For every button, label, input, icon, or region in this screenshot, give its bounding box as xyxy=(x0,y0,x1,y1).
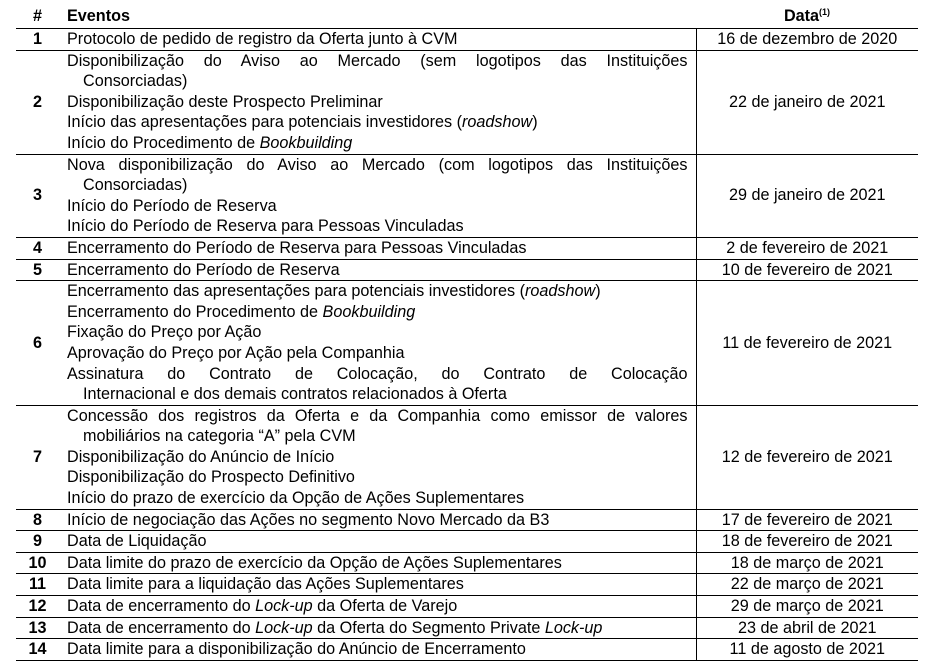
event-text: Protocolo de pedido de registro da Oferta junto à CVM xyxy=(67,30,458,48)
row-events xyxy=(59,405,696,509)
event-line xyxy=(67,426,688,447)
event-line xyxy=(67,238,688,259)
event-line xyxy=(67,302,688,323)
row-events xyxy=(59,259,696,281)
row-date: 16 de dezembro de 2020 xyxy=(696,29,918,51)
row-number: 6 xyxy=(16,281,59,406)
event-line xyxy=(67,531,688,552)
table-header-row xyxy=(16,4,918,29)
header-number: # xyxy=(32,6,42,25)
table-row xyxy=(16,29,918,51)
event-line xyxy=(67,553,688,574)
event-text: Encerramento das apresentações para potenciais investidores ( xyxy=(67,282,526,301)
event-line xyxy=(67,322,688,343)
event-line xyxy=(67,618,688,639)
event-text: da Oferta do Segmento Private xyxy=(312,618,545,637)
event-text: Encerramento do Período de Reserva para Pessoas Vinculadas xyxy=(67,238,527,257)
header-date xyxy=(696,4,918,29)
event-term-italic: Lock-up xyxy=(255,597,313,616)
row-date: 10 de fevereiro de 2021 xyxy=(696,259,918,281)
event-text: Disponibilização deste Prospecto Preliminar xyxy=(67,92,383,111)
row-date: 18 de março de 2021 xyxy=(696,552,918,574)
row-events xyxy=(59,154,696,237)
table-row xyxy=(16,552,918,574)
event-line xyxy=(67,364,688,385)
event-line xyxy=(67,574,688,595)
event-term-italic: Lock-up xyxy=(255,618,313,637)
row-number: 5 xyxy=(16,259,59,281)
event-line xyxy=(67,343,688,364)
event-line xyxy=(67,488,688,509)
event-line xyxy=(67,112,688,133)
event-term-italic: roadshow xyxy=(525,282,596,301)
row-date: 23 de abril de 2021 xyxy=(696,617,918,639)
row-number: 14 xyxy=(16,639,59,661)
event-term-italic: Bookbuilding xyxy=(322,302,416,321)
header-date-footnote: (1) xyxy=(819,6,831,17)
event-text: Aprovação do Preço por Ação pela Companhia xyxy=(67,343,405,362)
row-date: 11 de fevereiro de 2021 xyxy=(696,281,918,406)
row-number: 13 xyxy=(16,617,59,639)
row-number: 1 xyxy=(16,29,59,51)
event-text: Início do Período de Reserva xyxy=(67,196,277,215)
event-line xyxy=(67,510,688,531)
event-line xyxy=(67,447,688,468)
row-number: 12 xyxy=(16,596,59,618)
row-events xyxy=(59,531,696,553)
row-events xyxy=(59,596,696,618)
event-line xyxy=(67,29,688,50)
event-line xyxy=(67,406,688,427)
event-text: Concessão dos registros da Oferta e da Companhia como emissor de valores xyxy=(67,406,688,425)
event-line xyxy=(67,133,688,154)
table-row xyxy=(16,259,918,281)
event-line xyxy=(67,467,688,488)
table-row xyxy=(16,639,918,661)
event-text: Disponibilização do Anúncio de Início xyxy=(67,447,335,466)
row-date: 18 de fevereiro de 2021 xyxy=(696,531,918,553)
header-events: Eventos xyxy=(67,6,130,25)
row-number: 7 xyxy=(16,405,59,509)
row-number: 4 xyxy=(16,237,59,259)
event-text: Disponibilização do Prospecto Definitivo xyxy=(67,468,355,487)
row-date: 17 de fevereiro de 2021 xyxy=(696,509,918,531)
row-events xyxy=(59,639,696,661)
row-events xyxy=(59,29,696,51)
header-date-label: Data xyxy=(783,6,820,25)
row-number: 8 xyxy=(16,509,59,531)
row-events xyxy=(59,281,696,406)
event-text: Fixação do Preço por Ação xyxy=(67,323,262,342)
events-schedule-table xyxy=(16,4,918,661)
row-number: 10 xyxy=(16,552,59,574)
row-number: 9 xyxy=(16,531,59,553)
table-row xyxy=(16,154,918,237)
event-term-italic: roadshow xyxy=(462,113,533,132)
table-body xyxy=(16,29,918,661)
event-text: ) xyxy=(595,282,601,301)
event-line xyxy=(67,196,688,217)
event-text: Disponibilização do Aviso ao Mercado (sem logotipos das Instituições xyxy=(67,51,688,70)
row-events xyxy=(59,552,696,574)
event-text: Consorciadas) xyxy=(83,176,188,195)
row-number: 11 xyxy=(16,574,59,596)
event-text: Início das apresentações para potenciais investidores ( xyxy=(67,113,463,132)
row-date: 11 de agosto de 2021 xyxy=(696,639,918,661)
event-line xyxy=(67,260,688,281)
event-line xyxy=(67,384,688,405)
row-events xyxy=(59,237,696,259)
event-text: Data de Liquidação xyxy=(67,532,207,551)
row-events xyxy=(59,50,696,154)
event-term-italic: Lock-up xyxy=(544,618,603,637)
row-events xyxy=(59,617,696,639)
event-line xyxy=(67,216,688,237)
event-term-italic: Bookbuilding xyxy=(259,133,353,152)
event-line xyxy=(67,51,688,72)
row-date: 2 de fevereiro de 2021 xyxy=(696,237,918,259)
event-text: Início do prazo de exercício da Opção de Ações Suplementares xyxy=(67,489,525,508)
event-text: Início de negociação das Ações no segmento Novo Mercado da B3 xyxy=(67,510,550,529)
event-text: Data limite do prazo de exercício da Opção de Ações Suplementares xyxy=(67,553,562,572)
event-text: Início do Procedimento de xyxy=(67,133,260,152)
row-date: 29 de março de 2021 xyxy=(696,596,918,618)
event-text: Internacional e dos demais contratos relacionados à Oferta xyxy=(83,385,507,404)
event-text: da Oferta de Varejo xyxy=(312,597,458,616)
event-text: Data limite para a liquidação das Ações Suplementares xyxy=(67,575,464,594)
event-line xyxy=(67,155,688,176)
event-line xyxy=(67,281,688,302)
event-text: Nova disponibilização do Aviso ao Mercado (com logotipos das Instituições xyxy=(67,155,688,174)
table-row xyxy=(16,237,918,259)
table-row xyxy=(16,617,918,639)
row-events xyxy=(59,574,696,596)
event-line xyxy=(67,92,688,113)
event-line xyxy=(67,71,688,92)
table-row xyxy=(16,596,918,618)
event-text: Assinatura do Contrato de Colocação, do Contrato de Colocação xyxy=(67,364,688,383)
row-date: 29 de janeiro de 2021 xyxy=(696,154,918,237)
row-date: 22 de março de 2021 xyxy=(696,574,918,596)
event-text: Data de encerramento do xyxy=(67,597,256,616)
table-row xyxy=(16,50,918,154)
event-text: Início do Período de Reserva para Pessoas Vinculadas xyxy=(67,217,464,236)
row-number: 3 xyxy=(16,154,59,237)
event-line xyxy=(67,175,688,196)
row-number: 2 xyxy=(16,50,59,154)
row-events xyxy=(59,509,696,531)
event-line xyxy=(67,596,688,617)
table-row xyxy=(16,531,918,553)
table-row xyxy=(16,574,918,596)
event-text: Data de encerramento do xyxy=(67,618,256,637)
event-text: Encerramento do Procedimento de xyxy=(67,302,323,321)
table-row xyxy=(16,405,918,509)
table-row xyxy=(16,281,918,406)
event-line xyxy=(67,639,688,660)
event-text: Data limite para a disponibilização do Anúncio de Encerramento xyxy=(67,640,526,659)
event-text: ) xyxy=(532,113,538,132)
event-text: Encerramento do Período de Reserva xyxy=(67,260,340,279)
table-row xyxy=(16,509,918,531)
row-date: 22 de janeiro de 2021 xyxy=(696,50,918,154)
row-date: 12 de fevereiro de 2021 xyxy=(696,405,918,509)
event-text: mobiliários na categoria “A” pela CVM xyxy=(83,427,356,446)
event-text: Consorciadas) xyxy=(83,72,188,91)
